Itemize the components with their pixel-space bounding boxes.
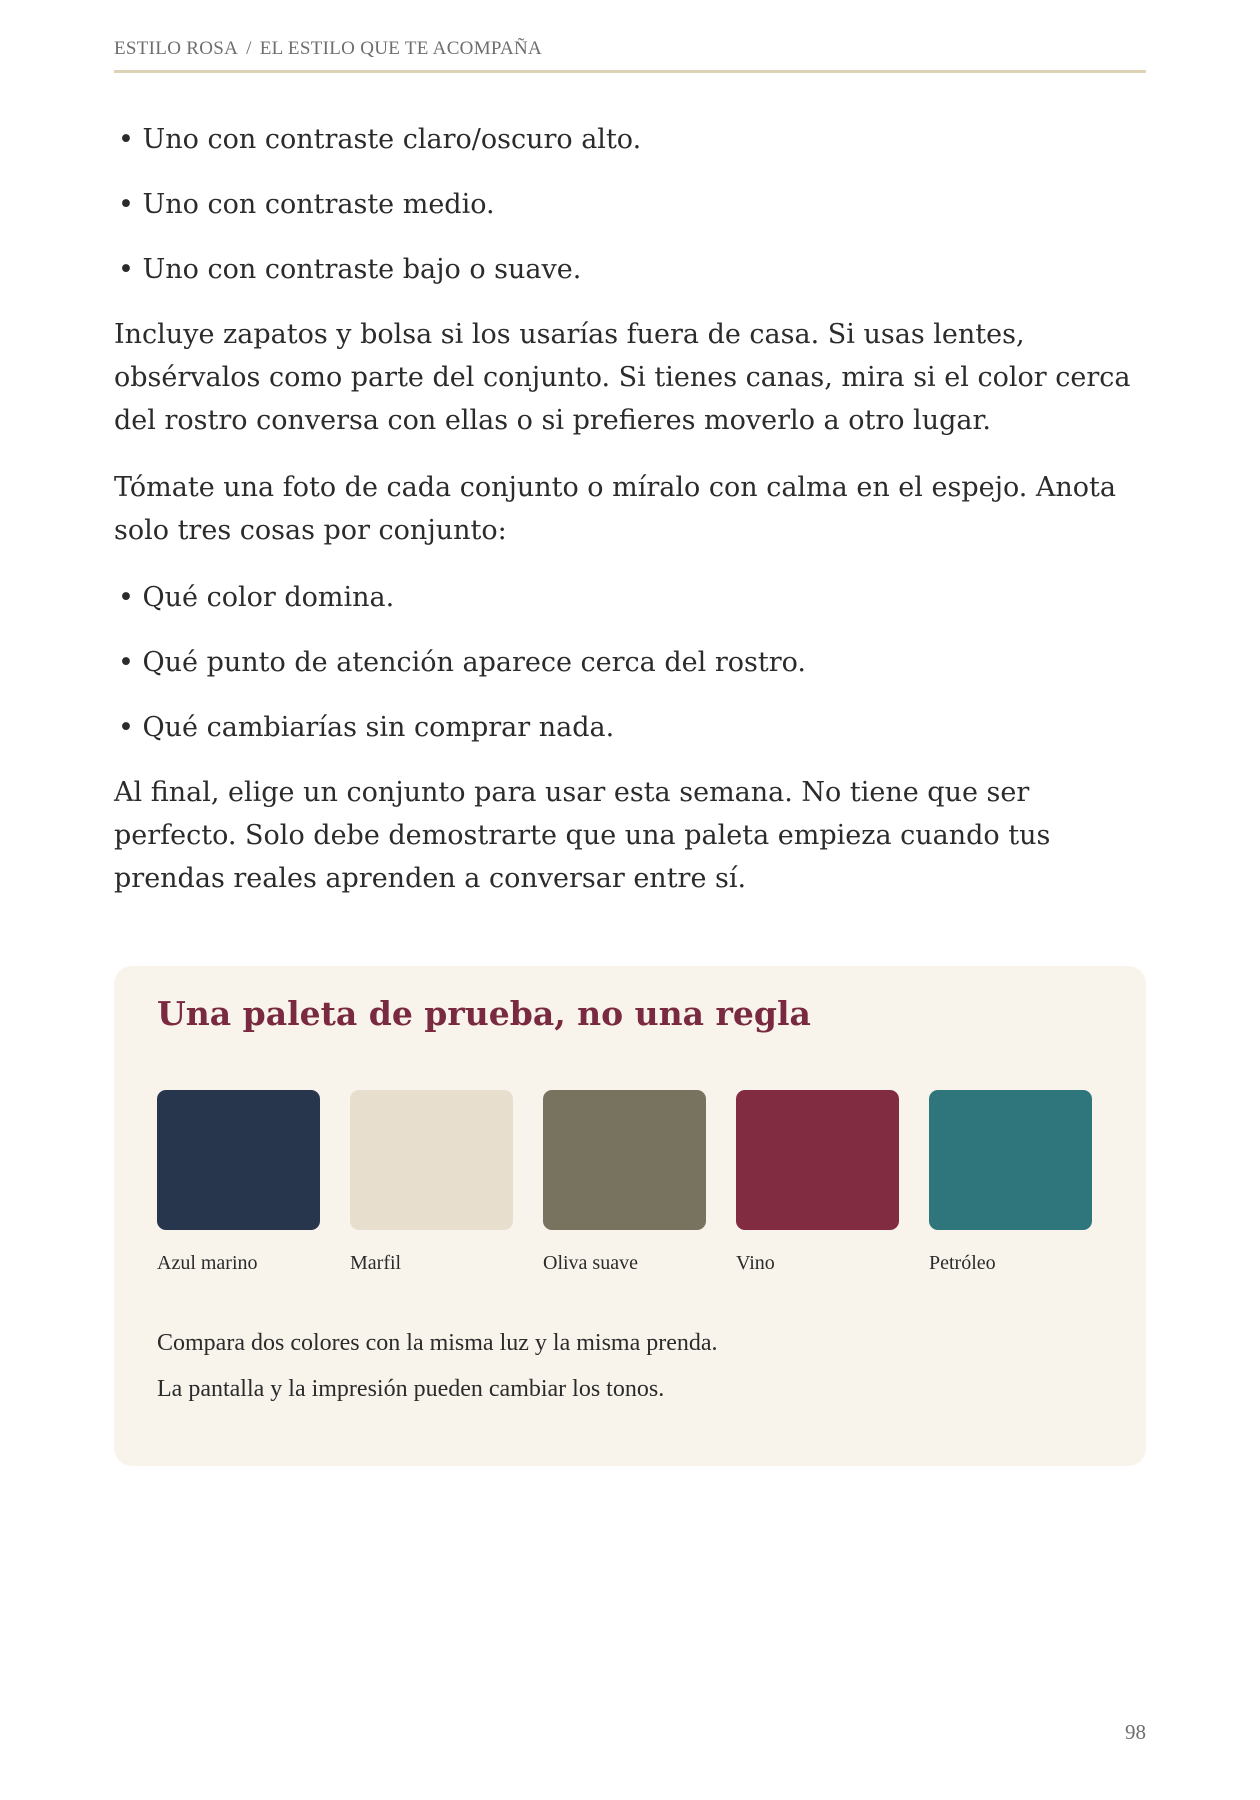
- swatch-label: Marfil: [350, 1252, 402, 1274]
- palette-notes: [157, 1320, 718, 1412]
- swatch-label: Vino: [736, 1252, 775, 1274]
- swatch-item: [929, 1090, 1092, 1275]
- paragraph: Tómate una foto de cada conjunto o míralo con calma en el espejo. Anota solo tres cosas por conjunto:: [114, 472, 1116, 546]
- swatch-item: [157, 1090, 320, 1275]
- list-item: • Uno con contraste bajo o suave.: [118, 254, 582, 285]
- list-item: • Qué punto de atención aparece cerca del rostro.: [118, 647, 806, 678]
- palette-card-title: Una paleta de prueba, no una regla: [157, 994, 811, 1033]
- swatch-row: [157, 1090, 1092, 1275]
- swatch-item: [543, 1090, 706, 1275]
- header-chapter-title: EL ESTILO QUE TE ACOMPAÑA: [259, 38, 543, 59]
- color-swatch: [157, 1090, 320, 1230]
- swatch-item: [736, 1090, 899, 1275]
- paragraph: Al final, elige un conjunto para usar esta semana. No tiene que ser perfecto. Solo debe demostrarte que una paleta empieza cuando tus prendas reales aprenden a conversar entre sí.: [114, 777, 1051, 894]
- color-swatch: [929, 1090, 1092, 1230]
- palette-note: Compara dos colores con la misma luz y la misma prenda.: [157, 1330, 718, 1356]
- swatch-label: Oliva suave: [543, 1252, 638, 1274]
- swatch-label: Azul marino: [157, 1252, 258, 1274]
- list-item: • Qué color domina.: [118, 582, 395, 613]
- running-header: [114, 38, 1146, 60]
- color-swatch: [350, 1090, 513, 1230]
- list-item: • Uno con contraste claro/oscuro alto.: [118, 124, 642, 155]
- header-rule: [114, 70, 1146, 73]
- list-item: • Qué cambiarías sin comprar nada.: [118, 712, 615, 743]
- page-number: 98: [1125, 1720, 1146, 1744]
- color-swatch: [543, 1090, 706, 1230]
- body-text: [114, 118, 1154, 924]
- header-book-title: ESTILO ROSA: [114, 38, 239, 59]
- list-item: • Uno con contraste medio.: [118, 189, 495, 220]
- swatch-item: [350, 1090, 513, 1275]
- color-swatch: [736, 1090, 899, 1230]
- paragraph: Incluye zapatos y bolsa si los usarías fuera de casa. Si usas lentes, obsérvalos como parte del conjunto. Si tienes canas, mira si el color cerca del rostro conversa con ellas o si prefieres moverlo a otro lugar.: [114, 319, 1131, 436]
- swatch-label: Petróleo: [929, 1252, 996, 1274]
- palette-note: La pantalla y la impresión pueden cambiar los tonos.: [157, 1376, 665, 1402]
- header-separator: /: [246, 38, 252, 59]
- palette-card: [114, 966, 1146, 1466]
